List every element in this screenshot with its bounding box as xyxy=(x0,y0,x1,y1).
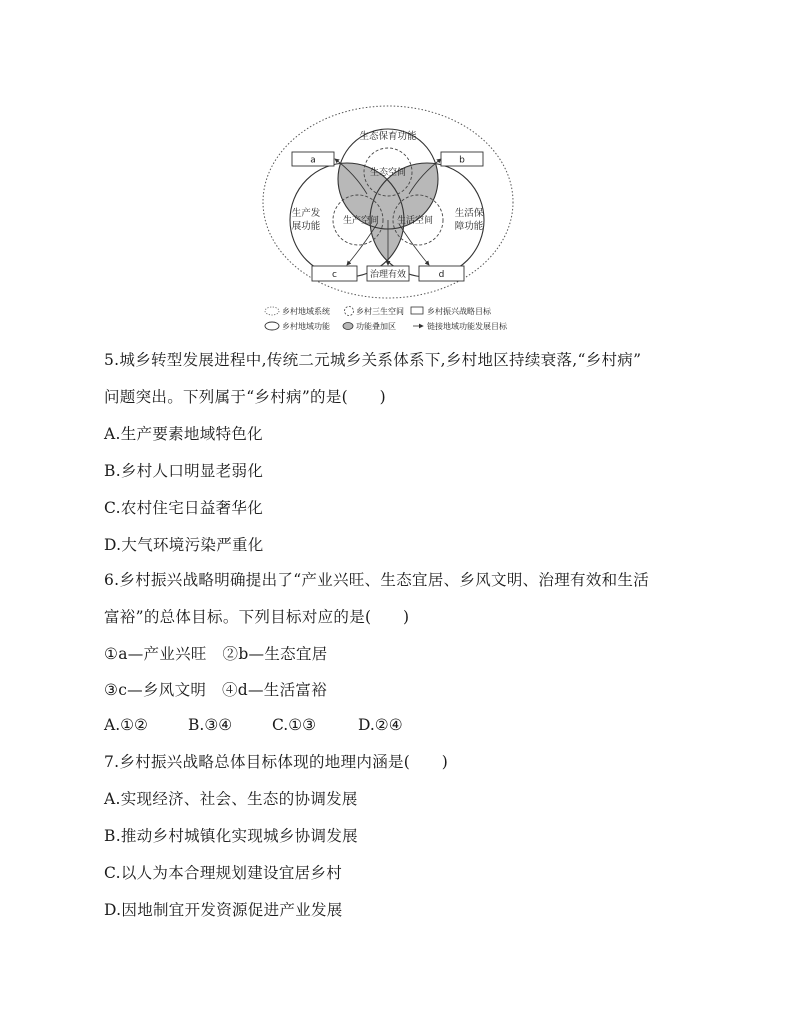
q6-stem-line-1: 6.乡村振兴战略明确提出了“产业兴旺、生态宜居、乡风文明、治理有效和生活 xyxy=(104,571,650,589)
legend-rural-system-label: 乡村地域系统 xyxy=(282,307,330,316)
target-box-d-label: d xyxy=(438,270,445,280)
q5-option-d: D.大气环境污染严重化 xyxy=(104,536,264,554)
q5-option-a: A.生产要素地域特色化 xyxy=(104,425,263,443)
legend-overlap-icon xyxy=(343,323,353,330)
living-function-label-2: 障功能 xyxy=(454,221,484,232)
q5-option-b: B.乡村人口明显老弱化 xyxy=(104,462,264,480)
ecology-space-label: 生态空间 xyxy=(369,168,407,178)
target-box-b-label: b xyxy=(459,155,465,166)
target-box-a-label: a xyxy=(310,155,316,166)
q7-option-a: A.实现经济、社会、生态的协调发展 xyxy=(104,790,358,808)
legend-target-icon xyxy=(411,307,423,314)
target-box-c-label: c xyxy=(332,270,337,280)
q6-option-c: C.①③ xyxy=(272,716,317,734)
q6-options xyxy=(104,716,524,738)
legend-overlap-label: 功能叠加区 xyxy=(356,322,396,331)
q5-stem-line-2: 问题突出。下列属于“乡村病”的是( ) xyxy=(104,388,386,406)
q6-option-d: D.②④ xyxy=(358,716,403,734)
living-space-label: 生活空间 xyxy=(396,216,434,226)
living-function-label-1: 生活保 xyxy=(454,208,484,219)
legend-three-spaces-label: 乡村三生空间 xyxy=(356,307,404,316)
ecology-function-label: 生态保育功能 xyxy=(359,131,417,142)
q6-stem-line-2: 富裕”的总体目标。下列目标对应的是( ) xyxy=(104,608,410,626)
q6-option-b: B.③④ xyxy=(188,716,233,734)
legend-function-icon xyxy=(265,322,279,330)
q7-option-b: B.推动乡村城镇化实现城乡协调发展 xyxy=(104,827,358,845)
target-box-governance-label: 治理有效 xyxy=(369,270,407,280)
q7-option-d: D.因地制宜开发资源促进产业发展 xyxy=(104,901,343,919)
legend-three-spaces-icon xyxy=(345,307,354,316)
diagram-legend xyxy=(265,306,508,331)
q6-items-line-2: ③c—乡风文明 ④d—生活富裕 xyxy=(104,681,327,699)
q5-stem-line-1: 5.城乡转型发展进程中,传统二元城乡关系体系下,乡村地区持续衰落,“乡村病” xyxy=(104,351,642,369)
q7-option-c: C.以人为本合理规划建设宜居乡村 xyxy=(104,864,343,882)
q6-items-line-1: ①a—产业兴旺 ②b—生态宜居 xyxy=(104,645,328,663)
legend-rural-system-icon xyxy=(265,307,279,315)
production-function-label-2: 展功能 xyxy=(291,221,321,232)
q5-option-c: C.农村住宅日益奢华化 xyxy=(104,499,264,517)
q7-stem: 7.乡村振兴战略总体目标体现的地理内涵是( ) xyxy=(104,753,449,771)
legend-target-label: 乡村振兴战略目标 xyxy=(427,307,491,316)
legend-function-label: 乡村地域功能 xyxy=(282,322,330,331)
rural-revitalization-diagram xyxy=(255,96,545,341)
production-space-label: 生产空间 xyxy=(342,216,380,226)
legend-link-label: 链接地域功能发展目标 xyxy=(427,322,507,331)
production-function-label-1: 生产发 xyxy=(291,208,321,219)
q6-option-a: A.①② xyxy=(104,716,148,734)
